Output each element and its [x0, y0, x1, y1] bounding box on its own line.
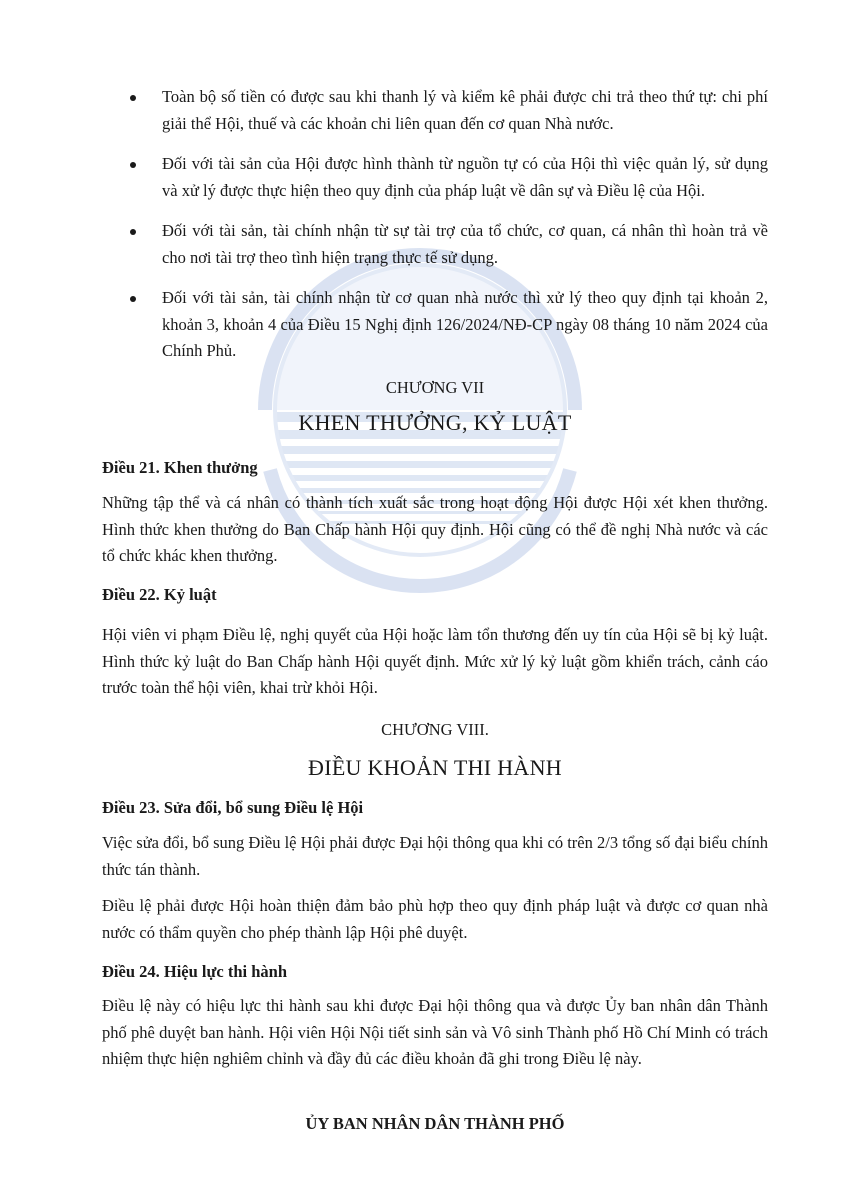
list-item — [128, 218, 768, 271]
bullet-dot-icon — [130, 296, 136, 302]
bullet-dot-icon — [130, 229, 136, 235]
bullet-text: Đối với tài sản, tài chính nhận từ cơ quan nhà nước thì xử lý theo quy định tại khoản 2, khoản 3, khoản 4 của Điều 15 Nghị định 126/2024/NĐ-CP ngày 08 tháng 10 năm 2024 của Chính Phủ. — [162, 288, 768, 360]
article-22-text: Hội viên vi phạm Điều lệ, nghị quyết của Hội hoặc làm tổn thương đến uy tín của Hội sẽ bị kỷ luật. Hình thức kỷ luật do Ban Chấp hành Hội quyết định. Mức xử lý kỷ luật gồm khiển trách, cảnh cáo trước toàn thể hội viên, khai trừ khỏi Hội. — [102, 625, 768, 697]
article-24-text: Điều lệ này có hiệu lực thi hành sau khi được Đại hội thông qua và được Ủy ban nhân dân Thành phố phê duyệt ban hành. Hội viên Hội Nội tiết sinh sản và Vô sinh Thành phố Hồ Chí Minh có trách nhiệm thực hiện nghiêm chỉnh và đầy đủ các điều khoản đã ghi trong Điều lệ này. — [102, 996, 768, 1068]
chapter-8-label: CHƯƠNG VIII. — [381, 720, 489, 739]
chapter-8-title: ĐIỀU KHOẢN THI HÀNH — [308, 755, 562, 780]
list-item — [128, 151, 768, 204]
bullet-dot-icon — [130, 95, 136, 101]
list-item — [128, 84, 768, 137]
article-23-text-2: Điều lệ phải được Hội hoàn thiện đảm bảo phù hợp theo quy định pháp luật và được cơ quan nhà nước có thẩm quyền cho phép thành lập Hội phê duyệt. — [102, 896, 768, 942]
footer-heading: ỦY BAN NHÂN DÂN THÀNH PHỐ — [305, 1114, 565, 1133]
article-23-heading: Điều 23. Sửa đổi, bổ sung Điều lệ Hội — [102, 798, 364, 817]
article-21-text: Những tập thể và cá nhân có thành tích xuất sắc trong hoạt động Hội được Hội xét khen thưởng. Hình thức khen thưởng do Ban Chấp hành Hội quy định. Hội cũng có thể đề nghị Nhà nước và các tổ chức khác khen thưởng. — [102, 493, 768, 565]
chapter-7-label: CHƯƠNG VII — [385, 378, 485, 397]
list-item — [128, 285, 768, 365]
article-22-heading: Điều 22. Kỷ luật — [102, 585, 217, 604]
bullet-text: Đối với tài sản của Hội được hình thành từ nguồn tự có của Hội thì việc quản lý, sử dụng và xử lý được thực hiện theo quy định của pháp luật về dân sự và Điều lệ của Hội. — [162, 154, 768, 200]
bullet-list — [128, 84, 768, 379]
article-23-text-1: Việc sửa đổi, bổ sung Điều lệ Hội phải được Đại hội thông qua khi có trên 2/3 tổng số đại biểu chính thức tán thành. — [102, 833, 768, 879]
article-21-heading: Điều 21. Khen thưởng — [102, 458, 258, 477]
bullet-dot-icon — [130, 162, 136, 168]
chapter-7-title: KHEN THƯỞNG, KỶ LUẬT — [298, 410, 572, 435]
bullet-text: Toàn bộ số tiền có được sau khi thanh lý và kiểm kê phải được chi trả theo thứ tự: chi phí giải thể Hội, thuế và các khoản chi liên quan đến cơ quan Nhà nước. — [162, 87, 768, 133]
bullet-text: Đối với tài sản, tài chính nhận từ sự tài trợ của tổ chức, cơ quan, cá nhân thì hoàn trả về cho nơi tài trợ theo tình hiện trạng thực tế sử dụng. — [162, 221, 768, 267]
article-24-heading: Điều 24. Hiệu lực thi hành — [102, 962, 288, 981]
